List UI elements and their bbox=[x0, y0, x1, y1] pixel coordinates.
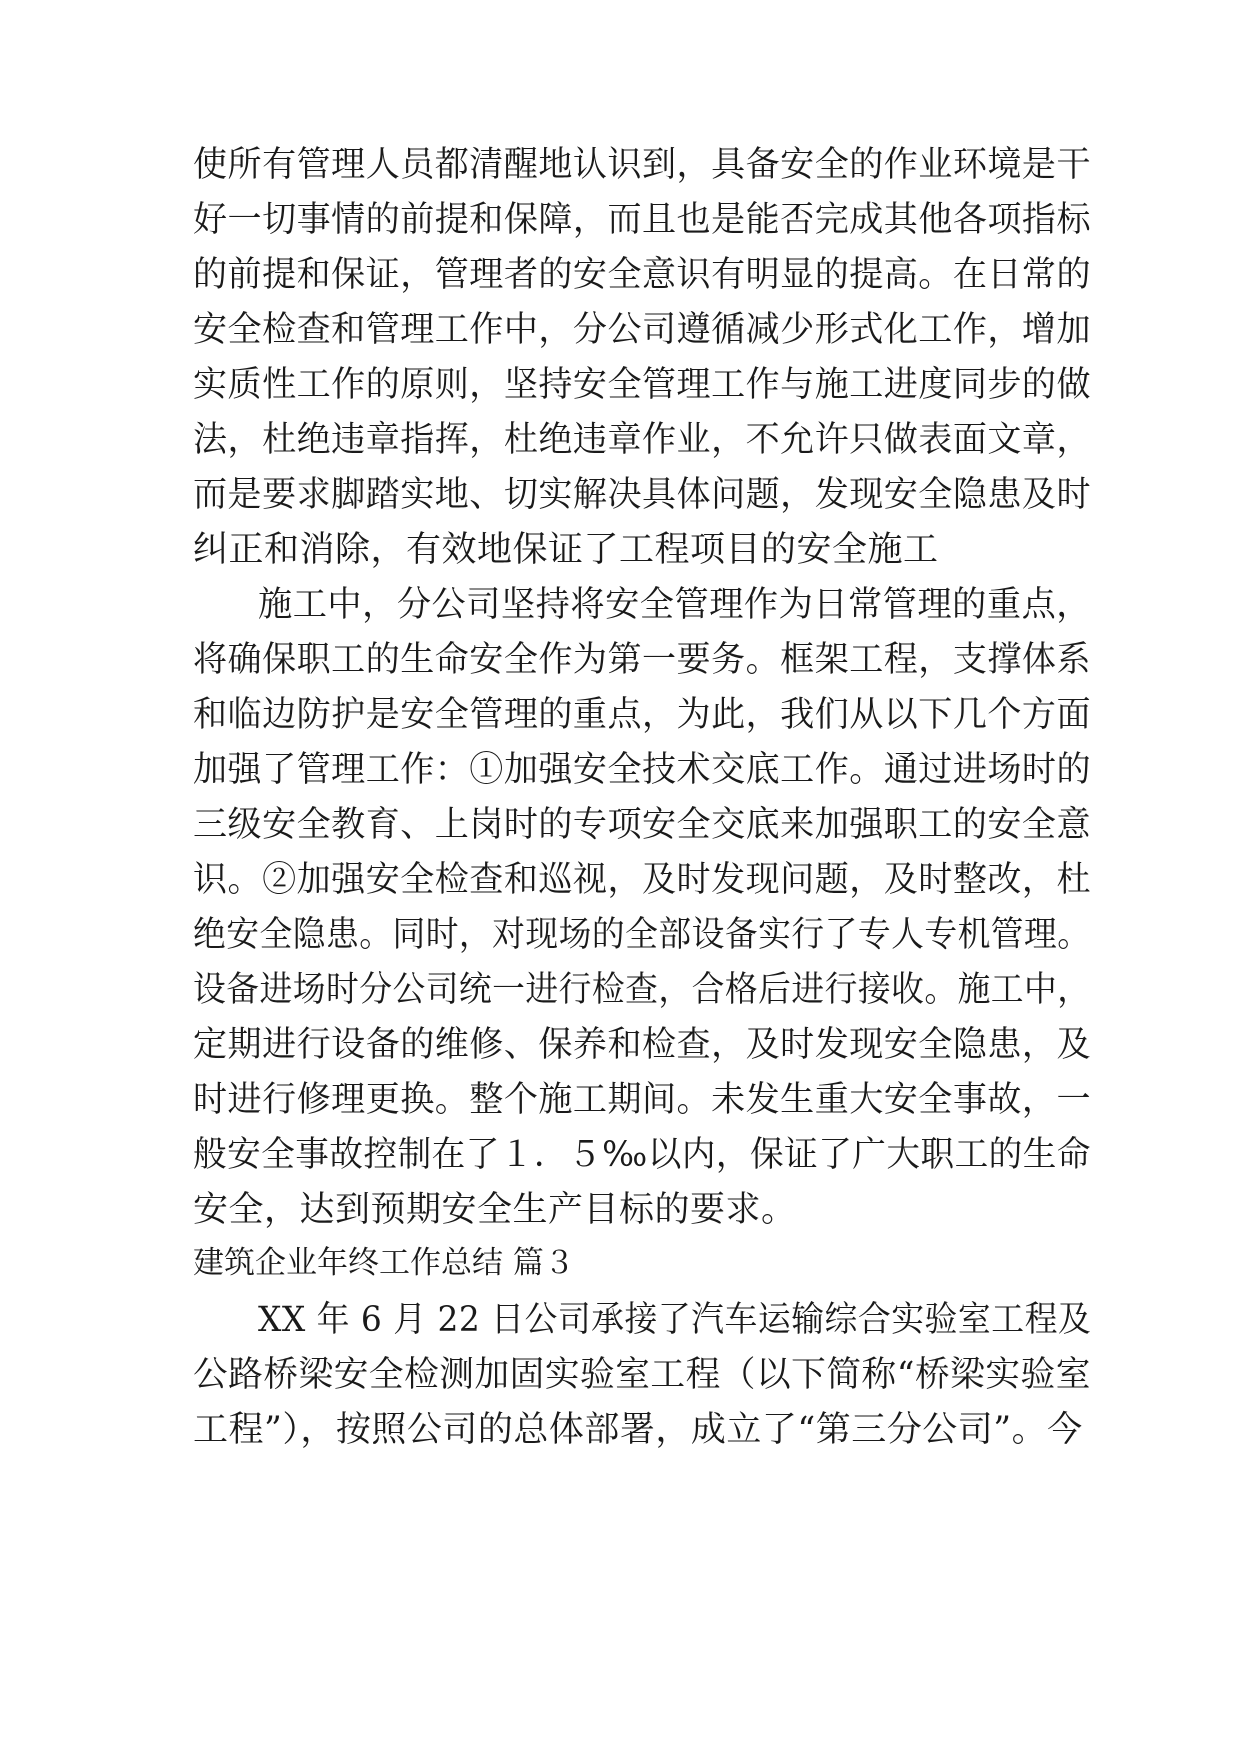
paragraph-1-line-7: 而是要求脚踏实地、切实解决具体问题，发现安全隐患及时 bbox=[193, 475, 1092, 515]
paragraph-3-line-2: 公路桥梁安全检测加固实验室工程（以下简称“桥梁实验室 bbox=[193, 1355, 1091, 1395]
paragraph-2-line-11: 般安全事故控制在了１．５‰以内，保证了广大职工的生命 bbox=[193, 1135, 1091, 1175]
paragraph-1-line-8: 纠正和消除，有效地保证了工程项目的安全施工 bbox=[193, 530, 939, 570]
paragraph-2-line-12: 安全，达到预期安全生产目标的要求。 bbox=[193, 1190, 797, 1230]
paragraph-2-line-2: 将确保职工的生命安全作为第一要务。框架工程，支撑体系 bbox=[193, 640, 1092, 680]
paragraph-1-line-4: 安全检查和管理工作中，分公司遵循减少形式化工作，增加 bbox=[193, 310, 1092, 350]
paragraph-3-line-3: 工程”），按照公司的总体部署，成立了“第三分公司”。今 bbox=[193, 1410, 1083, 1450]
paragraph-2-line-4: 加强了管理工作：①加强安全技术交底工作。通过进场时的 bbox=[193, 750, 1092, 790]
paragraph-1-line-3: 的前提和保证，管理者的安全意识有明显的提高。在日常的 bbox=[193, 255, 1092, 295]
paragraph-2-line-3: 和临边防护是安全管理的重点，为此，我们从以下几个方面 bbox=[193, 695, 1092, 735]
paragraph-1-line-6: 法，杜绝违章指挥，杜绝违章作业，不允许只做表面文章， bbox=[193, 420, 1092, 460]
paragraph-2-line-6: 识。②加强安全检查和巡视，及时发现问题，及时整改，杜 bbox=[193, 860, 1092, 900]
paragraph-2-line-1: 施工中，分公司坚持将安全管理作为日常管理的重点， bbox=[258, 585, 1092, 625]
paragraph-1-line-1: 使所有管理人员都清醒地认识到，具备安全的作业环境是干 bbox=[193, 145, 1092, 185]
paragraph-1-line-5: 实质性工作的原则，坚持安全管理工作与施工进度同步的做 bbox=[193, 365, 1092, 405]
paragraph-2-line-5: 三级安全教育、上岗时的专项安全交底来加强职工的安全意 bbox=[193, 805, 1092, 845]
section-heading: 建筑企业年终工作总结 篇３ bbox=[193, 1245, 575, 1281]
paragraph-2-line-10: 时进行修理更换。整个施工期间。未发生重大安全事故，一 bbox=[193, 1080, 1092, 1120]
paragraph-2-line-8: 设备进场时分公司统一进行检查，合格后进行接收。施工中， bbox=[193, 970, 1091, 1010]
paragraph-3-line-1: XX 年 6 月 22 日公司承接了汽车运输综合实验室工程及 bbox=[258, 1300, 1092, 1340]
paragraph-2-line-9: 定期进行设备的维修、保养和检查，及时发现安全隐患，及 bbox=[193, 1025, 1092, 1065]
paragraph-1-line-2: 好一切事情的前提和保障，而且也是能否完成其他各项指标 bbox=[193, 200, 1092, 240]
paragraph-2-line-7: 绝安全隐患。同时，对现场的全部设备实行了专人专机管理。 bbox=[193, 915, 1091, 955]
